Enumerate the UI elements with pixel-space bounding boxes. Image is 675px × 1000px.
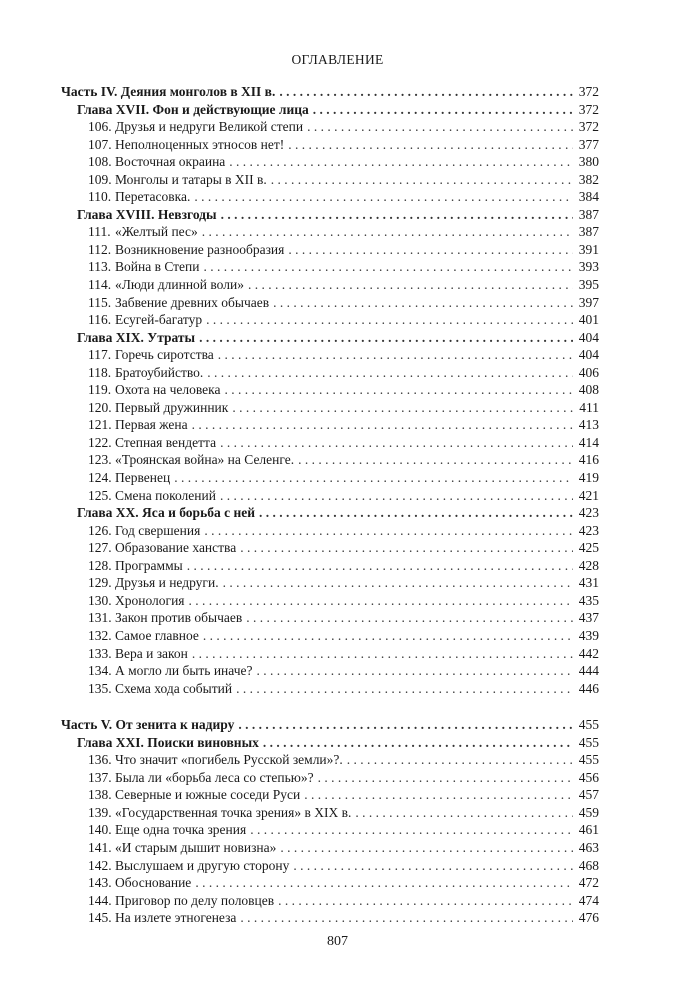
toc-section-entry[interactable] (61, 857, 599, 875)
toc-page-number: 455 (578, 752, 599, 768)
toc-section-entry[interactable] (61, 434, 599, 452)
toc-section-number: 136. (88, 752, 112, 768)
toc-section-title: Была ли «борьба леса со степью»? (115, 769, 314, 785)
toc-section-entry[interactable] (61, 751, 599, 769)
toc-page-number: 459 (578, 804, 599, 820)
toc-page-number: 468 (578, 857, 599, 873)
toc-page-number: 446 (578, 680, 599, 696)
dot-leader (229, 153, 573, 171)
toc-section-entry[interactable] (61, 574, 599, 592)
toc-chapter-entry[interactable] (61, 329, 599, 347)
toc-page-number: 404 (578, 347, 599, 363)
dot-leader (207, 364, 573, 382)
toc-page-number: 372 (578, 84, 599, 99)
toc-section-number: 114. (88, 277, 112, 293)
toc-section-title: Образование ханства (115, 540, 237, 556)
toc-section-number: 128. (88, 557, 112, 573)
toc-section-entry[interactable] (61, 804, 599, 822)
toc-page-number: 393 (578, 259, 599, 275)
toc-chapter-title: Глава XX. Яса и борьба с ней (77, 505, 255, 521)
toc-section-number: 139. (88, 804, 112, 820)
toc-part-title: Часть V. От зенита к надиру (61, 717, 235, 733)
toc-page-number: 437 (578, 610, 599, 626)
toc-page-number: 461 (578, 822, 599, 838)
dot-leader (218, 346, 573, 364)
toc-page-number: 472 (578, 875, 599, 891)
page-header: ОГЛАВЛЕНИЕ (291, 52, 384, 67)
toc-section-title: Что значит «погибель Русской земли»?. (115, 752, 343, 768)
table-of-contents (61, 83, 599, 927)
dot-leader (318, 769, 573, 787)
toc-section-title: Год свершения (115, 522, 201, 538)
toc-section-entry[interactable] (61, 171, 599, 189)
toc-section-number: 145. (88, 910, 112, 926)
toc-section-number: 125. (88, 487, 112, 503)
toc-page-number: 457 (578, 787, 599, 803)
toc-section-title: Первенец (115, 470, 171, 486)
toc-section-title: «Люди длинной воли» (115, 277, 244, 293)
toc-page-number: 476 (578, 910, 599, 926)
toc-section-entry[interactable] (61, 627, 599, 645)
toc-section-number: 141. (88, 839, 112, 855)
toc-section-title: Северные и южные соседи Руси (115, 787, 301, 803)
toc-section-entry[interactable] (61, 118, 599, 136)
toc-section-number: 113. (88, 259, 112, 275)
toc-page-number: 404 (578, 329, 599, 345)
toc-section-title: Выслушаем и другую сторону (115, 857, 290, 873)
toc-section-number: 133. (88, 645, 112, 661)
dot-leader (273, 294, 573, 312)
toc-section-entry[interactable] (61, 346, 599, 364)
toc-page-number: 455 (578, 734, 599, 750)
toc-section-title: Программы (115, 557, 183, 573)
toc-section-title: Братоубийство. (115, 364, 204, 380)
dot-leader (220, 434, 573, 452)
toc-section-number: 127. (88, 540, 112, 556)
toc-chapter-entry[interactable] (61, 504, 599, 522)
toc-section-title: Хронология (115, 592, 185, 608)
toc-section-entry[interactable] (61, 188, 599, 206)
toc-page-number: 380 (578, 154, 599, 170)
toc-page-number: 423 (578, 522, 599, 538)
toc-section-number: 134. (88, 663, 112, 679)
dot-leader (206, 311, 573, 329)
toc-section-entry[interactable] (61, 294, 599, 312)
toc-section-entry[interactable] (61, 364, 599, 382)
toc-section-number: 144. (88, 892, 112, 908)
toc-page-number: 382 (578, 171, 599, 187)
toc-section-number: 140. (88, 822, 112, 838)
dot-leader (189, 592, 573, 610)
toc-section-entry[interactable] (61, 258, 599, 276)
toc-page-number: 414 (578, 434, 599, 450)
toc-section-number: 111. (88, 224, 111, 240)
toc-page-number: 377 (578, 136, 599, 152)
toc-page-number: 408 (578, 382, 599, 398)
toc-section-entry[interactable] (61, 892, 599, 910)
dot-leader (223, 574, 573, 592)
toc-page-number: 456 (578, 769, 599, 785)
toc-page-number: 387 (578, 224, 599, 240)
toc-section-entry[interactable] (61, 821, 599, 839)
dot-leader (280, 839, 573, 857)
toc-section-title: Восточная окраина (115, 154, 226, 170)
dot-leader (195, 874, 573, 892)
dot-leader (199, 329, 573, 347)
toc-page-number: 401 (578, 312, 599, 328)
toc-page-number: 411 (579, 399, 599, 415)
toc-section-entry[interactable] (61, 487, 599, 505)
toc-part-title: Часть IV. Деяния монголов в XII в. (61, 84, 276, 99)
toc-section-number: 107. (88, 136, 112, 152)
toc-section-entry[interactable] (61, 839, 599, 857)
toc-section-number: 108. (88, 154, 112, 170)
section-list (61, 223, 599, 328)
toc-section-number: 131. (88, 610, 112, 626)
toc-section-number: 129. (88, 575, 112, 591)
toc-section-entry[interactable] (61, 153, 599, 171)
toc-section-number: 142. (88, 857, 112, 873)
toc-section-title: «Желтый пес» (115, 224, 198, 240)
dot-leader (271, 171, 573, 189)
toc-section-title: Война в Степи (115, 259, 200, 275)
dot-leader (279, 83, 573, 101)
toc-section-title: Забвение древних обычаев (115, 294, 270, 310)
toc-page-number: 474 (578, 892, 599, 908)
toc-section-entry[interactable] (61, 241, 599, 259)
toc-section-title: Степная вендетта (115, 434, 217, 450)
toc-section-title: На излете этногенеза (115, 910, 237, 926)
toc-chapter-entry[interactable] (61, 101, 599, 119)
toc-section-entry[interactable] (61, 645, 599, 663)
toc-section-number: 124. (88, 470, 112, 486)
dot-leader (203, 627, 573, 645)
toc-page-number: 435 (578, 592, 599, 608)
section-list (61, 118, 599, 206)
toc-section-entry[interactable] (61, 680, 599, 698)
toc-section-entry[interactable] (61, 381, 599, 399)
dot-leader (347, 751, 573, 769)
toc-section-number: 112. (88, 241, 112, 257)
toc-page-number: 439 (578, 627, 599, 643)
dot-leader (202, 223, 573, 241)
toc-chapter-entry[interactable] (61, 206, 599, 224)
page-number: 807 (327, 934, 348, 949)
dot-leader (288, 136, 573, 154)
toc-section-number: 106. (88, 119, 112, 135)
toc-section-entry[interactable] (61, 276, 599, 294)
toc-section-title: Еще одна точка зрения (115, 822, 247, 838)
toc-section-entry[interactable] (61, 786, 599, 804)
toc-section-title: Вера и закон (115, 645, 188, 661)
toc-page-number: 442 (578, 645, 599, 661)
dot-leader (236, 680, 573, 698)
toc-section-number: 143. (88, 875, 112, 891)
toc-section-title: Возникновение разнообразия (115, 241, 285, 257)
dot-leader (204, 258, 574, 276)
toc-page-number: 425 (578, 540, 599, 556)
dot-leader (221, 206, 573, 224)
toc-section-entry[interactable] (61, 909, 599, 927)
toc-chapter-title: Глава XVIII. Невзгоды (77, 206, 217, 222)
toc-part-entry[interactable] (61, 716, 599, 734)
dot-leader (288, 241, 573, 259)
toc-section-number: 118. (88, 364, 112, 380)
toc-section-number: 119. (88, 382, 112, 398)
dot-leader (257, 662, 573, 680)
section-list (61, 346, 599, 504)
dot-leader (307, 118, 573, 136)
toc-section-entry[interactable] (61, 874, 599, 892)
toc-section-title: Монголы и татары в XII в. (115, 171, 267, 187)
toc-section-number: 121. (88, 417, 112, 433)
toc-section-number: 137. (88, 769, 112, 785)
toc-section-title: Смена поколений (115, 487, 216, 503)
toc-section-number: 126. (88, 522, 112, 538)
toc-page-number: 416 (578, 452, 599, 468)
dot-leader (194, 188, 573, 206)
dot-leader (220, 487, 573, 505)
dot-leader (240, 539, 573, 557)
dot-leader (304, 786, 573, 804)
dot-leader (278, 892, 573, 910)
toc-section-title: Первая жена (115, 417, 188, 433)
toc-page-number: 431 (578, 575, 599, 591)
dot-leader (293, 857, 573, 875)
toc-page-number: 455 (578, 717, 599, 733)
toc-page-number: 372 (578, 101, 599, 117)
toc-page-number: 397 (578, 294, 599, 310)
toc-section-title: Схема хода событий (115, 680, 233, 696)
toc-page-number: 423 (578, 505, 599, 521)
section-list (61, 522, 599, 697)
toc-section-title: Есугей-багатур (115, 312, 203, 328)
dot-leader (355, 804, 573, 822)
toc-section-number: 116. (88, 312, 112, 328)
toc-section-entry[interactable] (61, 662, 599, 680)
section-list (61, 751, 599, 926)
toc-page-number: 413 (578, 417, 599, 433)
toc-section-entry[interactable] (61, 522, 599, 540)
dot-leader (263, 734, 573, 752)
toc-section-title: Охота на человека (115, 382, 221, 398)
toc-section-title: «Государственная точка зрения» в XIX в. (115, 804, 352, 820)
toc-section-entry[interactable] (61, 539, 599, 557)
toc-section-number: 120. (88, 399, 112, 415)
toc-section-title: «Троянская война» на Селенге. (115, 452, 295, 468)
toc-section-number: 135. (88, 680, 112, 696)
toc-section-entry[interactable] (61, 451, 599, 469)
toc-section-entry[interactable] (61, 136, 599, 154)
toc-section-title: Друзья и недруги. (115, 575, 219, 591)
toc-page-number: 419 (578, 470, 599, 486)
toc-page-number: 428 (578, 557, 599, 573)
dot-leader (224, 381, 573, 399)
toc-section-entry[interactable] (61, 311, 599, 329)
toc-section-number: 115. (88, 294, 112, 310)
dot-leader (250, 821, 573, 839)
toc-section-number: 130. (88, 592, 112, 608)
toc-section-entry[interactable] (61, 769, 599, 787)
toc-section-number: 123. (88, 452, 112, 468)
toc-page-number: 406 (578, 364, 599, 380)
toc-section-number: 122. (88, 434, 112, 450)
toc-section-title: Друзья и недруги Великой степи (115, 119, 304, 135)
toc-section-title: Перетасовка. (115, 189, 191, 205)
toc-section-entry[interactable] (61, 416, 599, 434)
toc-page-number: 391 (578, 241, 599, 257)
toc-section-entry[interactable] (61, 469, 599, 487)
dot-leader (298, 451, 573, 469)
toc-section-entry[interactable] (61, 592, 599, 610)
toc-section-number: 117. (88, 347, 112, 363)
dot-leader (246, 609, 573, 627)
toc-page-number: 421 (578, 487, 599, 503)
toc-part-entry[interactable] (61, 83, 599, 101)
dot-leader (238, 716, 573, 734)
toc-section-number: 132. (88, 627, 112, 643)
toc-chapter-title: Глава XVII. Фон и действующие лица (77, 101, 309, 117)
toc-section-title: А могло ли быть иначе? (115, 663, 253, 679)
toc-section-number: 109. (88, 171, 112, 187)
dot-leader (232, 399, 573, 417)
toc-page-number: 372 (578, 119, 599, 135)
toc-section-title: Обоснование (115, 875, 192, 891)
toc-chapter-title: Глава XXI. Поиски виновных (77, 734, 259, 750)
toc-section-entry[interactable] (61, 557, 599, 575)
toc-page-number: 387 (578, 206, 599, 222)
dot-leader (259, 504, 573, 522)
toc-section-title: Самое главное (115, 627, 199, 643)
dot-leader (204, 522, 573, 540)
toc-section-entry[interactable] (61, 223, 599, 241)
toc-page-number: 395 (578, 277, 599, 293)
toc-chapter-title: Глава XIX. Утраты (77, 329, 196, 345)
dot-leader (187, 557, 573, 575)
part-separator (61, 697, 599, 716)
toc-page-number: 463 (578, 839, 599, 855)
toc-section-title: Закон против обычаев (115, 610, 243, 626)
dot-leader (192, 645, 573, 663)
toc-section-entry[interactable] (61, 609, 599, 627)
dot-leader (174, 469, 573, 487)
toc-chapter-entry[interactable] (61, 734, 599, 752)
toc-section-title: Первый дружинник (115, 399, 229, 415)
dot-leader (313, 101, 573, 119)
toc-section-number: 110. (88, 189, 112, 205)
toc-page-number: 384 (578, 189, 599, 205)
toc-section-title: «И старым дышит новизна» (115, 839, 277, 855)
dot-leader (240, 909, 573, 927)
dot-leader (192, 416, 573, 434)
dot-leader (248, 276, 573, 294)
toc-page-number: 444 (578, 663, 599, 679)
toc-section-number: 138. (88, 787, 112, 803)
toc-section-title: Горечь сиротства (115, 347, 214, 363)
toc-section-entry[interactable] (61, 399, 599, 417)
toc-section-title: Приговор по делу половцев (115, 892, 275, 908)
toc-section-title: Неполноценных этносов нет! (115, 136, 285, 152)
